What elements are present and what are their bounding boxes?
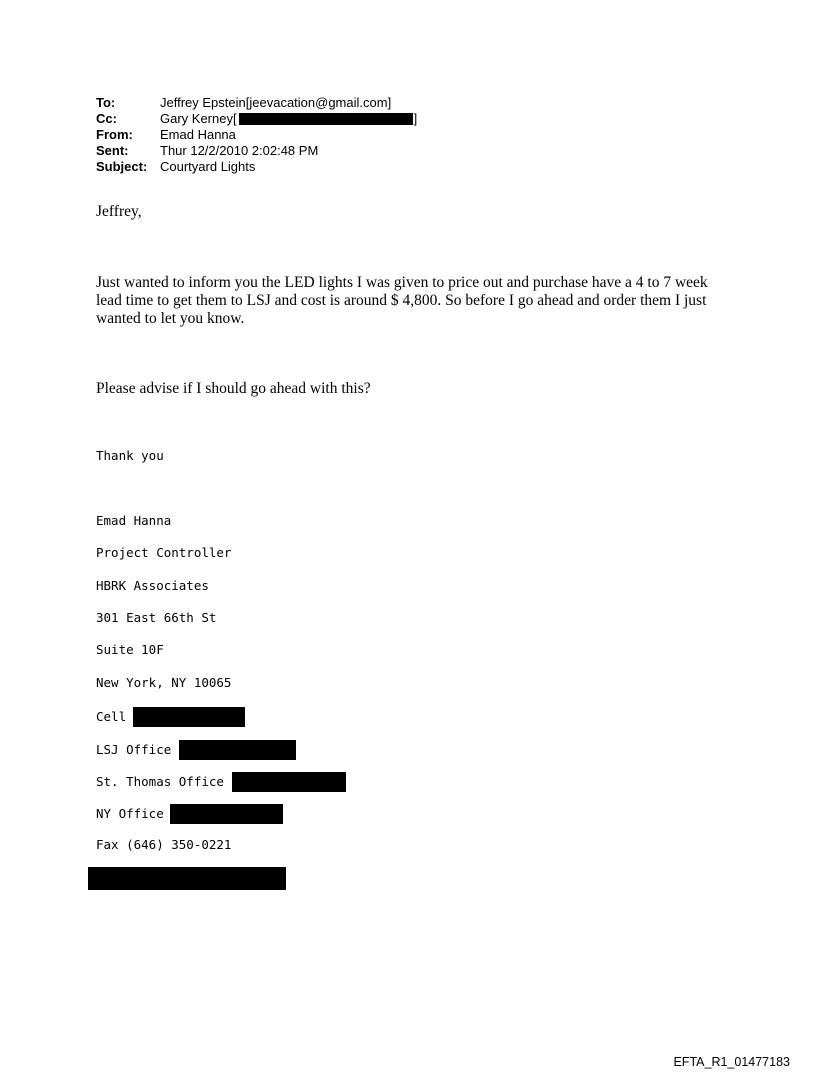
- from-label: From:: [96, 127, 133, 142]
- to-label: To:: [96, 95, 116, 110]
- subject-label: Subject:: [96, 159, 148, 174]
- cc-close-bracket: ]: [413, 111, 418, 126]
- sent-value: Thur 12/2/2010 2:02:48 PM: [160, 143, 319, 158]
- signature-address-line-1: 301 East 66th St: [96, 610, 217, 625]
- cc-email-redaction: [239, 113, 413, 125]
- signature-city: New York, NY 10065: [96, 675, 232, 690]
- signature-address-line-2: Suite 10F: [96, 642, 164, 657]
- signature-cell-row: [96, 707, 245, 727]
- document-id: EFTA_R1_01477183: [673, 1055, 790, 1069]
- to-value: Jeffrey Epstein[jeevacation@gmail.com]: [160, 95, 392, 110]
- ny-office-number-redaction: [170, 804, 283, 824]
- cc-row: [96, 111, 417, 127]
- body-paragraph-1: Just wanted to inform you the LED lights I was given to price out and purchase have a 4 to 7 week lead time to get them to LSJ and cost is around $ 4,800. So before I go ahead and order them I just wanted to let you know.: [96, 274, 708, 327]
- email-header: [96, 95, 417, 175]
- signature-ny-office-row: [96, 804, 283, 824]
- subject-row: [96, 159, 417, 175]
- subject-value: Courtyard Lights: [160, 159, 256, 174]
- signature-lsj-office-row: [96, 740, 296, 760]
- from-row: [96, 127, 417, 143]
- st-thomas-office-number-redaction: [232, 772, 346, 792]
- signature-company: HBRK Associates: [96, 578, 209, 593]
- closing: Thank you: [96, 448, 164, 463]
- st-thomas-office-label: St. Thomas Office: [96, 774, 224, 789]
- cc-value-wrapper: [160, 111, 417, 127]
- signature-name: Emad Hanna: [96, 513, 172, 528]
- sent-label: Sent:: [96, 143, 129, 158]
- signature-st-thomas-office-row: [96, 772, 346, 792]
- cc-label: Cc:: [96, 111, 117, 126]
- from-value: Emad Hanna: [160, 127, 236, 142]
- email-address-redaction: [88, 867, 286, 890]
- lsj-office-label: LSJ Office: [96, 742, 172, 757]
- greeting: Jeffrey,: [96, 203, 142, 220]
- cell-number-redaction: [133, 707, 245, 727]
- cell-label: Cell: [96, 709, 127, 724]
- to-row: [96, 95, 417, 111]
- body-paragraph-2: Please advise if I should go ahead with this?: [96, 380, 371, 397]
- signature-title: Project Controller: [96, 545, 232, 560]
- lsj-office-number-redaction: [179, 740, 296, 760]
- ny-office-label: NY Office: [96, 806, 164, 821]
- cc-value: Gary Kerney[: [160, 111, 237, 126]
- signature-fax: Fax (646) 350-0221: [96, 837, 232, 852]
- sent-row: [96, 143, 417, 159]
